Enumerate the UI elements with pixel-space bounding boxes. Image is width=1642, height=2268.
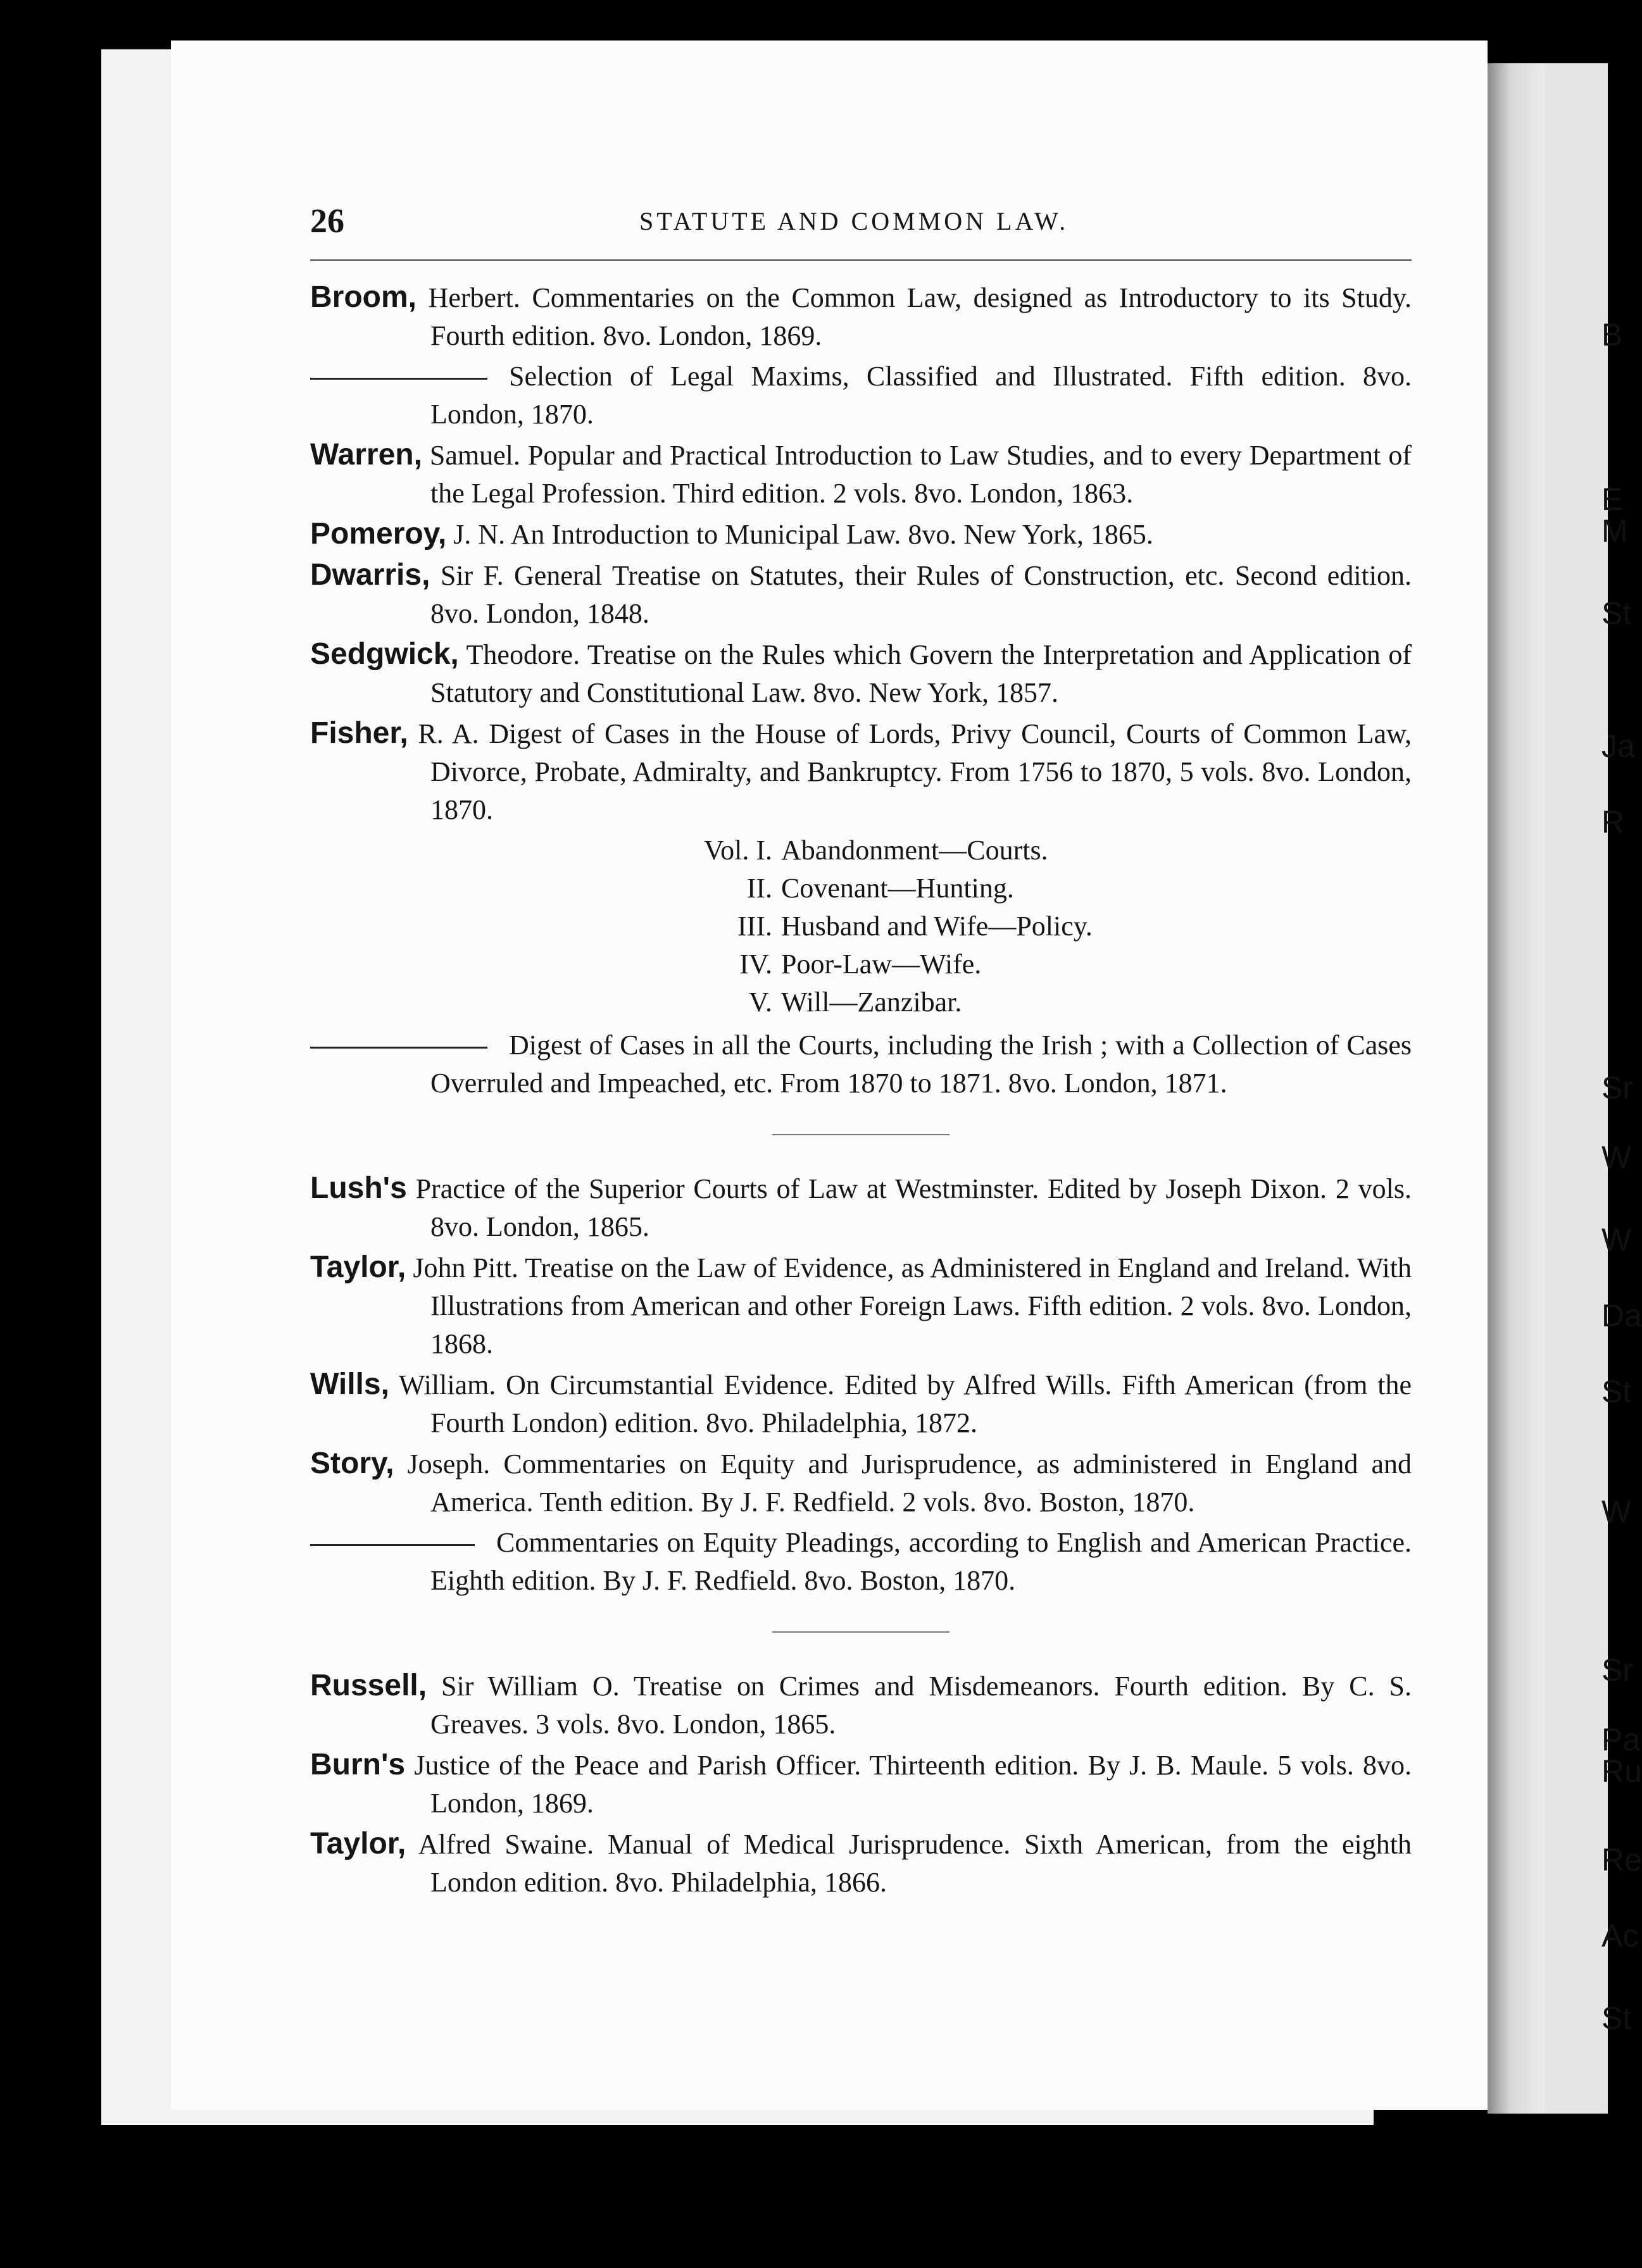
entry-fisher (310, 714, 1412, 829)
entry-author: Sedgwick, (310, 637, 459, 671)
entry-author: Lush's (310, 1171, 407, 1205)
entry-story-pleadings (310, 1524, 1412, 1600)
header-rule (310, 259, 1412, 261)
facing-page-letter: Sr (1601, 1070, 1633, 1106)
entry-author: Taylor, (310, 1250, 406, 1284)
entry-broom-maxims (310, 358, 1412, 433)
volume-number: III. (737, 911, 772, 942)
entry-author: Dwarris, (310, 558, 430, 592)
volume-number: IV. (739, 949, 772, 980)
facing-page-letter: Da (1601, 1298, 1642, 1333)
running-head: STATUTE AND COMMON LAW. (639, 207, 1069, 235)
entry-author: Warren, (310, 438, 422, 471)
volume-number: V. (748, 987, 772, 1018)
facing-page-letter: Ac (1601, 1918, 1639, 1953)
facing-page-letter: W (1601, 1222, 1632, 1257)
entry-sedgwick (310, 635, 1412, 712)
entry-russell (310, 1667, 1412, 1743)
entry-text: Alfred Swaine. Manual of Medical Jurisprudence. Sixth American, from the eighth London edition. 8vo. Philadelphia, 1866. (418, 1829, 1412, 1898)
volume-range: Covenant—Hunting. (781, 873, 1014, 904)
entry-wills (310, 1366, 1412, 1442)
facing-page-letter: Re (1601, 1842, 1642, 1878)
facing-page-letter: Ja (1601, 728, 1635, 764)
volume-line (665, 869, 1412, 907)
entry-text: Digest of Cases in all the Courts, including the Irish ; with a Collection of Cases Overruled and Impeached, etc. From 1870 to 1871. 8vo. London, 1871. (430, 1030, 1412, 1099)
entry-text: Joseph. Commentaries on Equity and Jurisprudence, as administered in England and America. Tenth edition. By J. F. Redfield. 2 vols. 8vo. Boston, 1870. (407, 1449, 1412, 1517)
entry-author: Burn's (310, 1748, 406, 1781)
entry-lush (310, 1169, 1412, 1246)
entry-author: Taylor, (310, 1827, 406, 1860)
ditto-dash (310, 1544, 475, 1546)
entry-text: Herbert. Commentaries on the Common Law, designed as Introductory to its Study. Fourth edition. 8vo. London, 1869. (428, 282, 1412, 351)
volume-line (665, 832, 1412, 869)
facing-page-letter: M (1601, 513, 1628, 549)
page-number: 26 (310, 202, 344, 240)
entry-author: Story, (310, 1447, 394, 1480)
entry-text: J. N. An Introduction to Municipal Law. 8vo. New York, 1865. (453, 519, 1153, 550)
page-header (310, 201, 1405, 239)
facing-page-letter: Pa (1601, 1722, 1641, 1757)
volume-line (665, 907, 1412, 945)
entry-burn (310, 1746, 1412, 1822)
entry-author: Pomeroy, (310, 517, 447, 551)
facing-page-letter: St (1601, 2000, 1632, 2036)
volume-range: Abandonment—Courts. (781, 835, 1048, 866)
facing-page-letter: Ru (1601, 1754, 1642, 1789)
entry-text: Practice of the Superior Courts of Law at Westminster. Edited by Joseph Dixon. 2 vols. 8vo. London, 1865. (415, 1173, 1412, 1242)
volume-number: II. (746, 873, 772, 904)
entry-text: Justice of the Peace and Parish Officer. Thirteenth edition. By J. B. Maule. 5 vols. 8vo. London, 1869. (414, 1750, 1412, 1819)
entry-text: Selection of Legal Maxims, Classified and Illustrated. Fifth edition. 8vo. London, 1870. (430, 361, 1412, 430)
section-separator (772, 1631, 949, 1633)
volume-line (665, 983, 1412, 1021)
facing-page-letter: W (1601, 1140, 1632, 1175)
entry-story (310, 1445, 1412, 1521)
entry-fisher-digest (310, 1026, 1412, 1102)
volume-line (665, 945, 1412, 983)
entry-text: R. A. Digest of Cases in the House of Lords, Privy Council, Courts of Common Law, Divorce, Probate, Admiralty, and Bankruptcy. From 1756 to 1870, 5 vols. 8vo. London, 1870. (418, 718, 1412, 825)
facing-page-letter: St (1601, 595, 1632, 631)
entry-author: Wills, (310, 1368, 389, 1401)
entry-author: Broom, (310, 280, 417, 314)
facing-page-letter: Sr (1601, 1652, 1633, 1688)
facing-page-letter: B (1601, 317, 1623, 352)
ditto-dash (310, 1047, 487, 1049)
facing-page-letter: R (1601, 804, 1625, 840)
volume-range: Poor-Law—Wife. (781, 949, 982, 980)
entry-text: Theodore. Treatise on the Rules which Govern the Interpretation and Application of Statutory and Constitutional Law. 8vo. New York, 1857. (430, 639, 1412, 708)
facing-page-letter: E (1601, 482, 1623, 517)
volume-range: Will—Zanzibar. (781, 987, 962, 1018)
section-separator (772, 1134, 949, 1135)
volume-number: Vol. I. (704, 835, 772, 866)
ditto-dash (310, 378, 487, 380)
entry-text: William. On Circumstantial Evidence. Edited by Alfred Wills. Fifth American (from the Fourth London) edition. 8vo. Philadelphia, 1872. (398, 1369, 1412, 1438)
entry-broom (310, 278, 1412, 355)
entry-warren (310, 436, 1412, 513)
fisher-volume-list (310, 832, 1412, 1021)
bibliography-list (310, 278, 1412, 1902)
facing-page-letter: W (1601, 1494, 1632, 1530)
entry-taylor-medical (310, 1825, 1412, 1902)
entry-text: Commentaries on Equity Pleadings, according to English and American Practice. Eighth edition. By J. F. Redfield. 8vo. Boston, 1870. (430, 1527, 1412, 1596)
entry-text: Samuel. Popular and Practical Introduction to Law Studies, and to every Department of the Legal Profession. Third edition. 2 vols. 8vo. London, 1863. (429, 440, 1412, 509)
entry-author: Fisher, (310, 716, 408, 750)
entry-author: Russell, (310, 1669, 427, 1702)
volume-range: Husband and Wife—Policy. (781, 911, 1093, 942)
entry-text: Sir William O. Treatise on Crimes and Misdemeanors. Fourth edition. By C. S. Greaves. 3 vols. 8vo. London, 1865. (430, 1671, 1412, 1740)
entry-pomeroy (310, 515, 1412, 554)
entry-dwarris (310, 556, 1412, 633)
gutter-shadow (1488, 63, 1545, 2114)
facing-page-letter: St (1601, 1374, 1632, 1409)
entry-text: John Pitt. Treatise on the Law of Evidence, as Administered in England and Ireland. With Illustrations from American and other Foreign Laws. Fifth edition. 2 vols. 8vo. London, 1868. (413, 1252, 1412, 1359)
entry-taylor-evidence (310, 1249, 1412, 1363)
entry-text: Sir F. General Treatise on Statutes, their Rules of Construction, etc. Second edition. 8vo. London, 1848. (430, 560, 1412, 629)
